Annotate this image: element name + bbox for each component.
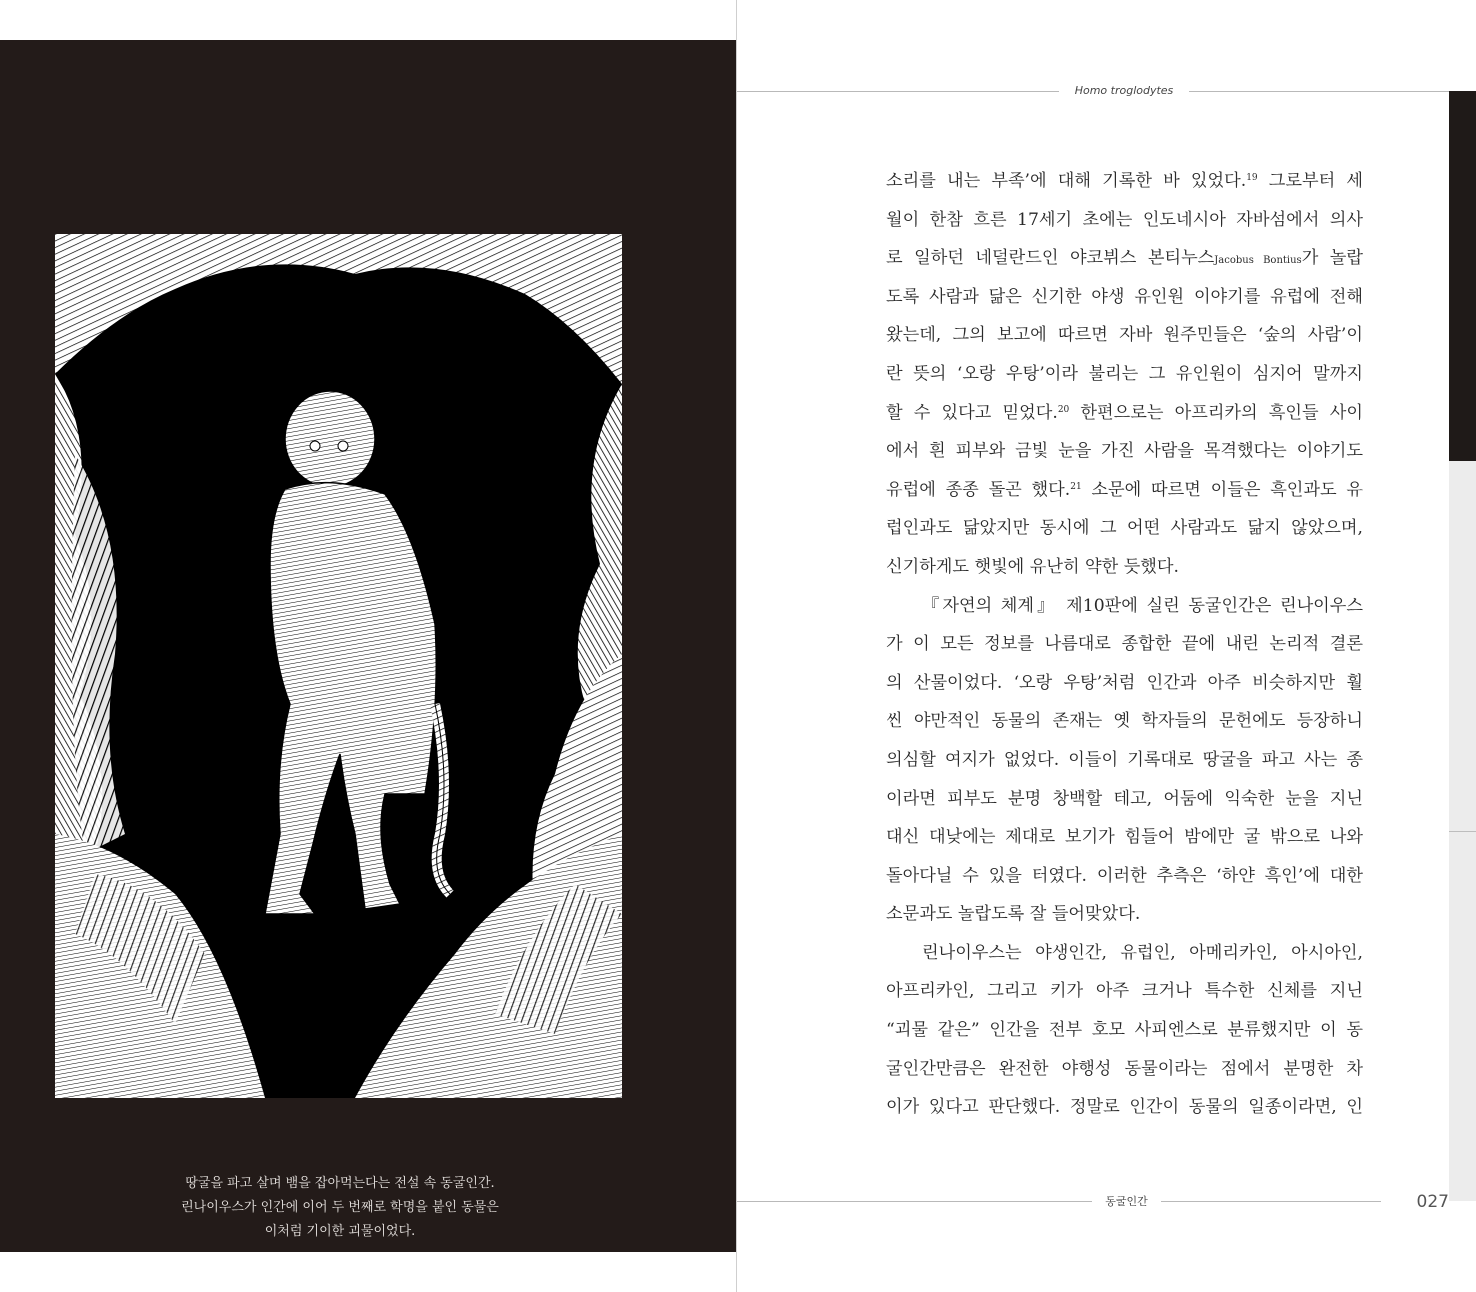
text-line: 의심할 여지가 없었다. 이들이 기록대로 땅굴을 파고 사는 종 bbox=[886, 749, 1363, 770]
right-page bbox=[737, 0, 1476, 1292]
text-line: 굴인간만큼은 완전한 야행성 동물이라는 점에서 분명한 차 bbox=[886, 1058, 1363, 1079]
chapter-thumb-tab bbox=[1449, 91, 1476, 461]
text-line: 이가 있다고 판단했다. 정말로 인간이 동물의 일종이라면, 인 bbox=[886, 1097, 1363, 1118]
cave-drawing bbox=[55, 234, 622, 1098]
paragraph bbox=[886, 937, 1363, 1130]
running-head-title: Homo troglodytes bbox=[1074, 84, 1174, 97]
text-line: 할 수 있다고 믿었다.$^{20}$ 한편으로는 아프리카의 흑인들 사이 bbox=[886, 402, 1363, 423]
text-line: 대신 대낮에는 제대로 보기가 힘들어 밤에만 굴 밖으로 나와 bbox=[886, 827, 1363, 848]
text-line: 란 뜻의 ‘오랑 우탕’이라 불리는 그 유인원이 심지어 말까지 bbox=[886, 363, 1363, 384]
footnote-ref: 20 bbox=[1057, 404, 1070, 415]
body-text bbox=[886, 165, 1363, 1130]
cave-illustration bbox=[55, 234, 622, 1098]
caption-line: 이처럼 기이한 괴물이었다. bbox=[264, 1224, 416, 1239]
original-name: Jacobus Bontius bbox=[1214, 255, 1302, 267]
text-line: 이라면 피부도 분명 창백할 테고, 어둠에 익숙한 눈을 지닌 bbox=[886, 788, 1363, 809]
text-line: 로 일하던 네덜란드인 야코뷔스 본티누스Jacobus Bontius가 놀랍 bbox=[886, 248, 1363, 269]
running-head bbox=[737, 82, 1449, 100]
page-footer bbox=[737, 1190, 1449, 1214]
caption-line: 린나이우스가 인간에 이어 두 번째로 학명을 붙인 동물은 bbox=[181, 1200, 499, 1215]
figure-caption bbox=[120, 1172, 560, 1244]
left-page bbox=[0, 0, 736, 1292]
text-line: 소문과도 놀랍도록 잘 들어맞았다. bbox=[886, 904, 1141, 925]
text-line: 린나이우스는 야생인간, 유럽인, 아메리카인, 아시아인, bbox=[922, 942, 1363, 963]
header-rule-left bbox=[737, 91, 1059, 92]
text-line: 도록 사람과 닮은 신기한 야생 유인원 이야기를 유럽에 전해 bbox=[886, 286, 1363, 307]
text-line: 아프리카인, 그리고 키가 아주 크거나 특수한 신체를 지닌 bbox=[886, 981, 1363, 1002]
footnote-ref: 19 bbox=[1246, 173, 1258, 183]
header-rule-right bbox=[1189, 91, 1449, 92]
thumb-tab-divider bbox=[1449, 831, 1476, 832]
text-line: 소리를 내는 부족’에 대해 기록한 바 있었다.$^{19}$ 그로부터 세 bbox=[886, 171, 1363, 191]
chapter-name: 동굴인간 bbox=[1105, 1195, 1148, 1208]
caption-line: 땅굴을 파고 살며 뱀을 잡아먹는다는 전설 속 동굴인간. bbox=[185, 1176, 495, 1191]
dark-panel bbox=[0, 40, 736, 1252]
text-line: 럽인과도 닮았지만 동시에 그 어떤 사람과도 닮지 않았으며, bbox=[886, 518, 1363, 539]
paragraph bbox=[886, 165, 1363, 590]
text-line: 가 이 모든 정보를 나름대로 종합한 끝에 내린 논리적 결론 bbox=[886, 634, 1363, 655]
text-line: 유럽에 종종 돌곤 했다.$^{21}$ 소문에 따르면 이들은 흑인과도 유 bbox=[886, 479, 1363, 500]
text-line: 씬 야만적인 동물의 존재는 옛 학자들의 문헌에도 등장하니 bbox=[886, 711, 1363, 732]
text-line: 의 산물이었다. ‘오랑 우탕’처럼 인간과 아주 비슷하지만 훨 bbox=[886, 672, 1363, 693]
footnote-ref: 21 bbox=[1070, 481, 1082, 492]
text-line: 『자연의 체계』 제10판에 실린 동굴인간은 린나이우스 bbox=[922, 595, 1363, 616]
paragraph bbox=[886, 590, 1363, 937]
text-line: 왔는데, 그의 보고에 따르면 자바 원주민들은 ‘숲의 사람’이 bbox=[886, 325, 1363, 346]
text-line: 월이 한참 흐른 17세기 초에는 인도네시아 자바섬에서 의사 bbox=[886, 209, 1363, 230]
text-line: “괴물 같은” 인간을 전부 호모 사피엔스로 분류했지만 이 동 bbox=[886, 1020, 1363, 1041]
text-line: 에서 흰 피부와 금빛 눈을 가진 사람을 목격했다는 이야기도 bbox=[886, 441, 1363, 462]
footer-rule-right bbox=[1161, 1201, 1381, 1202]
footer-rule-left bbox=[737, 1201, 1092, 1202]
page-number: 027 bbox=[1416, 1192, 1449, 1212]
text-line: 신기하게도 햇빛에 유난히 약한 듯했다. bbox=[886, 556, 1179, 577]
text-line: 돌아다닐 수 있을 터였다. 이러한 추측은 ‘하얀 흑인’에 대한 bbox=[886, 865, 1363, 886]
